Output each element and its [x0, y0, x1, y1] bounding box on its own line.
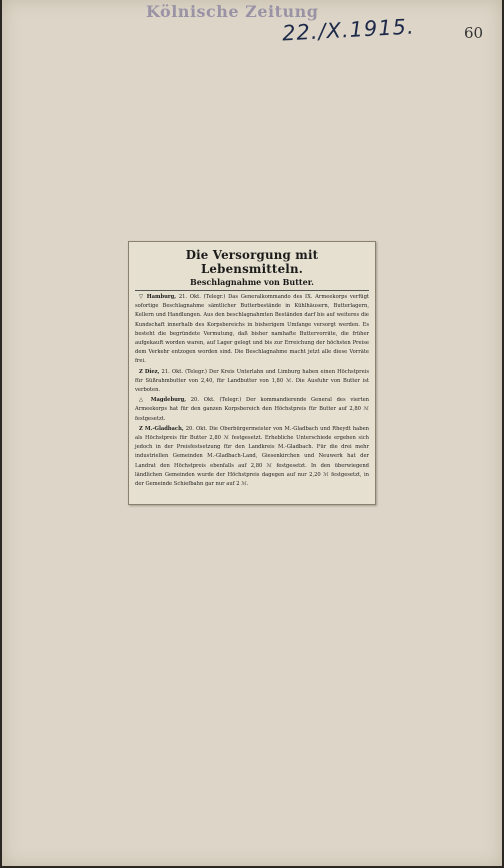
article-paragraph	[135, 293, 369, 367]
newspaper-stamp: Kölnische Zeitung	[146, 2, 319, 21]
paragraph-location: Magdeburg,	[150, 397, 187, 404]
page-number: 60	[464, 24, 484, 42]
paragraph-text: 21. Okt. (Telegr.) Das Generalkommando des IX. Armeekorps verfügt sofortige Beschlagnahme sämtlicher Butterbestände in Kühlhäusern, Butterlagern, Kellern und Handlungen. Aus den beschlagnahmten Beständen darf bis auf weiteres die Kundschaft innerhalb des Korpsbereichs in bisherigem Umfange versorgt werden. Es besteht die begründete Vermutung, daß bisher namhafte Buttervorräte, die früher aufgekauft worden waren, auf Lager gelegt und bis zur Erreichung der höchsten Preise dem Verkehr entzogen worden sind. Die Beschlagnahme macht jetzt alle diese Vorräte frei.	[135, 294, 370, 365]
paragraph-mark: △	[139, 397, 147, 404]
handwritten-date: 22./X.1915.	[281, 14, 416, 46]
archive-sheet	[2, 0, 502, 866]
newspaper-clipping	[128, 241, 376, 505]
paragraph-location: Hamburg,	[146, 294, 177, 300]
paragraph-mark: Z	[139, 425, 143, 432]
paragraph-mark: Z	[139, 368, 143, 375]
article-paragraph	[135, 396, 369, 424]
clipping-subheadline: Beschlagnahme von Butter.	[190, 277, 314, 287]
clipping-headline: Die Versorgung mit Lebensmitteln.	[185, 248, 319, 276]
paragraph-text: 20. Okt. (Telegr.) Der kommandierende General des vierten Armeekorps hat für den ganzen Korpsbereich den Höchstpreis für Butter auf 2,80 ℳ festgesetzt.	[135, 397, 369, 422]
paragraph-location: M.-Gladbach,	[144, 425, 184, 432]
article-paragraph	[135, 425, 369, 489]
paragraph-text: 21. Okt. (Telegr.) Der Kreis Unterlahn und Limburg haben einen Höchstpreis für Süßrahmbutter von 2,40, für Landbutter von 1,80 ℳ. Die Ausfuhr von Butter ist verboten.	[135, 368, 369, 394]
headline-rule	[135, 290, 369, 291]
article-paragraph	[135, 368, 369, 396]
paragraph-location: Diez,	[144, 368, 160, 375]
paragraph-mark: ▽	[139, 294, 145, 300]
paragraph-text: 20. Okt. Die Oberbürgermeister von M.-Gladbach und Rheydt haben als Höchstpreis für Butter 2,80 ℳ festgesetzt. Erhebliche Unterschiede ergeben sich jedoch in der Preisfestsetzung für den Landkreis M.-Gladbach. Für die drei mehr industriellen Gemeinden M.-Gladbach-Land, Giesenkirchen und Neuwerk hat der Landrat den Höchstpreis ebenfalls auf 2,80 ℳ festgesetzt. In den überwiegend ländlichen Gemeinden wurde der Höchstpreis dagegen auf nur 2,20 ℳ festgesetzt, in der Gemeinde Schiefbahn gar nur auf 2 ℳ.	[135, 425, 369, 488]
